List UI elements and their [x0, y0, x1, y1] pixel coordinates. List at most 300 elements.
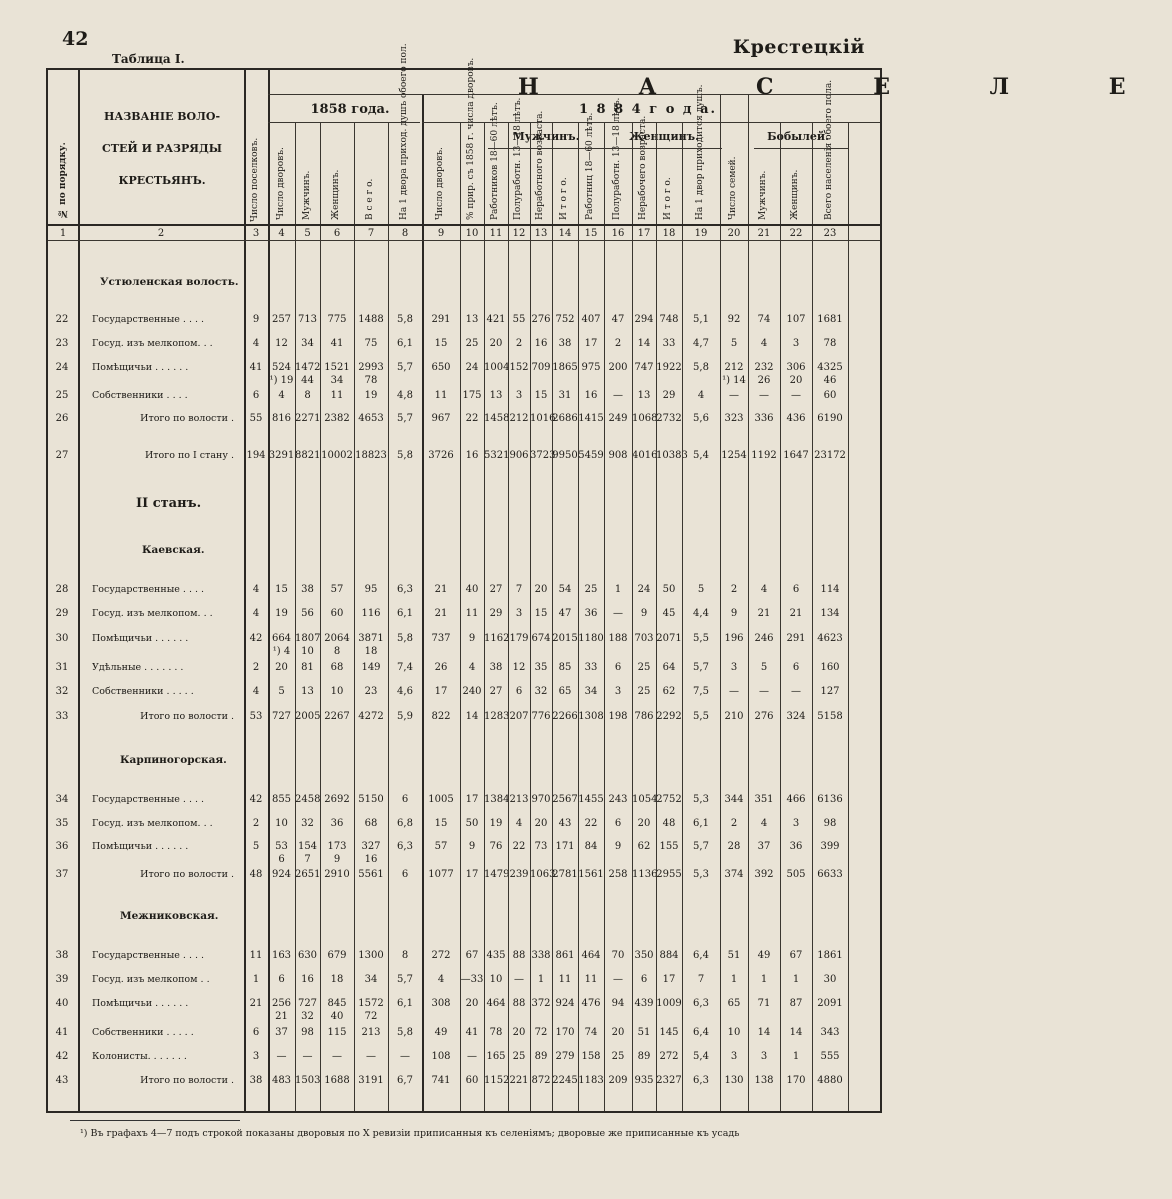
- header-rule: [268, 94, 880, 95]
- column-number: 20: [727, 228, 741, 239]
- cell: 4: [252, 584, 260, 595]
- cell: 6190: [817, 413, 843, 424]
- row-number: 23: [55, 338, 69, 349]
- row-label: Госуд. изъ мелкопом . .: [92, 974, 210, 985]
- cell: 62: [662, 686, 676, 697]
- cell: 45: [662, 608, 676, 619]
- cell: 4,4: [693, 608, 709, 619]
- cell: 1005: [428, 794, 454, 805]
- cell: 3: [730, 662, 738, 673]
- page-number: 42: [62, 28, 89, 50]
- column-rule: [682, 122, 683, 1111]
- cell: 49: [757, 950, 771, 961]
- cell: 74: [584, 1027, 598, 1038]
- cell: 1922: [656, 362, 682, 373]
- cell: 5: [697, 584, 705, 595]
- subheader-8: Работников 18—60 лѣтъ.: [490, 102, 500, 220]
- cell: 435: [486, 950, 506, 961]
- cell: 1016: [530, 413, 556, 424]
- cell: 306: [786, 362, 806, 373]
- column-rule: [422, 94, 424, 1111]
- column-number: 14: [558, 228, 572, 239]
- cell: 41: [249, 362, 263, 373]
- cell: 650: [431, 362, 451, 373]
- table-row: [48, 390, 884, 406]
- cell: 170: [555, 1027, 575, 1038]
- cell: 748: [659, 314, 679, 325]
- cell: 630: [297, 950, 318, 961]
- cell: 2015: [552, 633, 578, 644]
- cell: 1054: [632, 794, 658, 805]
- cell: 21: [789, 608, 803, 619]
- subheader-19: Женщинъ.: [790, 169, 800, 220]
- cell: 26: [757, 375, 771, 386]
- cell: 38: [558, 338, 572, 349]
- cell: 22: [465, 413, 479, 424]
- column-rule: [268, 70, 270, 1111]
- cell: 40: [330, 1011, 344, 1022]
- subheader-4: В с е г о.: [365, 178, 375, 220]
- cell: 145: [659, 1027, 679, 1038]
- cell: 6,7: [397, 1075, 413, 1086]
- cell: 1183: [578, 1075, 604, 1086]
- row-number: 40: [55, 998, 69, 1009]
- header-name-2: СТЕЙ И РАЗРЯДЫ: [102, 142, 222, 155]
- cell: 15: [275, 584, 288, 595]
- cell: 19: [275, 608, 288, 619]
- row-number: 28: [55, 584, 69, 595]
- cell: 33: [584, 662, 598, 673]
- cell: 134: [820, 608, 840, 619]
- cell: 524: [271, 362, 292, 373]
- cell: 407: [581, 314, 601, 325]
- cell: 4: [252, 338, 260, 349]
- cell: 5,7: [397, 413, 413, 424]
- row-number: 27: [55, 450, 69, 461]
- header-rule: [48, 224, 880, 226]
- cell: 1063: [530, 869, 556, 880]
- cell: 908: [608, 450, 628, 461]
- cell: 4623: [817, 633, 843, 644]
- cell: 5,8: [397, 633, 413, 644]
- cell: 24: [465, 362, 479, 373]
- column-rule: [578, 122, 579, 1111]
- cell: 3: [792, 818, 800, 829]
- cell: 171: [555, 841, 575, 852]
- cell: 49: [434, 1027, 448, 1038]
- cell: —: [400, 1051, 410, 1062]
- header-rule: [422, 122, 880, 123]
- cell: 32: [301, 1011, 314, 1022]
- cell: 25: [611, 1051, 625, 1062]
- cell: 1: [792, 974, 800, 985]
- header-rule: [488, 148, 722, 149]
- cell: 35: [534, 662, 548, 673]
- cell: 18: [364, 646, 378, 657]
- cell: 1254: [721, 450, 747, 461]
- cell: 2752: [656, 794, 682, 805]
- cell: 3871: [358, 633, 384, 644]
- cell: 37: [757, 841, 771, 852]
- cell: 2: [515, 338, 523, 349]
- cell: 4,7: [693, 338, 709, 349]
- cell: 343: [820, 1027, 840, 1038]
- column-number: 4: [278, 228, 285, 239]
- cell: 6: [614, 818, 622, 829]
- cell: 20: [534, 818, 548, 829]
- table-row: [48, 686, 884, 702]
- cell: 13: [489, 390, 503, 401]
- cell: 8: [401, 950, 409, 961]
- cell: 2732: [656, 413, 682, 424]
- cell: 25: [637, 662, 651, 673]
- cell: 3: [792, 338, 800, 349]
- cell: 31: [558, 390, 572, 401]
- cell: 14: [465, 711, 479, 722]
- column-number: 5: [304, 228, 311, 239]
- cell: 14: [757, 1027, 771, 1038]
- cell: 1308: [578, 711, 604, 722]
- cell: 175: [462, 390, 482, 401]
- table-row: [48, 974, 884, 990]
- cell: 741: [431, 1075, 451, 1086]
- cell: 1472: [295, 362, 321, 373]
- subheader-10: Неработного возраста.: [535, 110, 545, 220]
- cell: 249: [608, 413, 628, 424]
- cell: 935: [634, 1075, 654, 1086]
- cell: 7: [697, 974, 705, 985]
- row-number: 29: [55, 608, 69, 619]
- cell: 1: [537, 974, 545, 985]
- cell: —: [366, 1051, 376, 1062]
- cell: 57: [330, 584, 344, 595]
- column-rule: [848, 122, 849, 1111]
- column-rule: [508, 122, 509, 1111]
- cell: 6136: [817, 794, 843, 805]
- cell: 1384: [484, 794, 510, 805]
- cell: 3726: [428, 450, 454, 461]
- cell: 6,8: [397, 818, 413, 829]
- cell: 737: [431, 633, 451, 644]
- cell: 1455: [578, 794, 604, 805]
- row-label: Помѣщичьи . . . . . .: [92, 633, 189, 644]
- header-order: № по порядку.: [58, 142, 68, 218]
- cell: 5321: [484, 450, 510, 461]
- cell: 5,4: [693, 1051, 709, 1062]
- column-rule: [552, 122, 553, 1111]
- cell: 2910: [324, 869, 350, 880]
- cell: 3191: [358, 1075, 384, 1086]
- column-rule: [604, 122, 605, 1111]
- table-row: [48, 818, 884, 834]
- cell: 68: [330, 662, 344, 673]
- cell: 906: [509, 450, 529, 461]
- subheader-3: Женщинъ.: [331, 169, 341, 220]
- cell: 6: [640, 974, 648, 985]
- cell: 11: [249, 950, 263, 961]
- cell: 9: [468, 633, 476, 644]
- cell: 5,4: [693, 450, 709, 461]
- cell: 55: [249, 413, 263, 424]
- cell: 16: [465, 450, 479, 461]
- subheader-15: И т о г о.: [663, 177, 673, 220]
- cell: 1004: [484, 362, 510, 373]
- cell: 5,7: [397, 362, 413, 373]
- row-label: Итого по I стану .: [144, 450, 234, 461]
- cell: 4: [515, 818, 523, 829]
- cell: 5,7: [693, 841, 709, 852]
- cell: 727: [297, 998, 318, 1009]
- cell: 4: [697, 390, 705, 401]
- cell: 2382: [324, 413, 350, 424]
- cell: 2005: [295, 711, 321, 722]
- cell: 9: [730, 608, 738, 619]
- cell: 10: [301, 646, 314, 657]
- cell: 17: [434, 686, 448, 697]
- cell: 4: [252, 686, 260, 697]
- cell: —: [332, 1051, 342, 1062]
- cell: 1458: [484, 413, 510, 424]
- table-label: Таблица I.: [112, 52, 185, 66]
- cell: 6: [614, 662, 622, 673]
- cell: 34: [364, 974, 378, 985]
- cell: 9: [468, 841, 476, 852]
- cell: 130: [724, 1075, 744, 1086]
- cell: 37: [275, 1027, 288, 1038]
- cell: 257: [271, 314, 292, 325]
- cell: 27: [489, 686, 503, 697]
- header-name-1: НАЗВАНІЕ ВОЛО-: [103, 110, 221, 123]
- section-kaevskaya: Каевская.: [142, 544, 205, 556]
- cell: 20: [465, 998, 479, 1009]
- cell: 207: [509, 711, 529, 722]
- row-label: Помѣщичьи . . . . . .: [92, 998, 189, 1009]
- cell: 47: [611, 314, 625, 325]
- column-rule: [78, 70, 80, 1111]
- cell: 11: [465, 608, 479, 619]
- table-row: [48, 413, 884, 429]
- subheader-7: % прир. съ 1858 г. числа дворовъ.: [466, 57, 476, 220]
- cell: 23172: [814, 450, 846, 461]
- cell: 5: [760, 662, 768, 673]
- cell: 10002: [321, 450, 353, 461]
- cell: 98: [301, 1027, 314, 1038]
- cell: 5,8: [693, 362, 709, 373]
- header-population: Н А С Е Л Е: [518, 74, 1172, 100]
- cell: 2692: [324, 794, 350, 805]
- cell: 555: [820, 1051, 840, 1062]
- cell: 23: [364, 686, 378, 697]
- row-label: Госуд. изъ мелкопом. . .: [92, 608, 213, 619]
- cell: 703: [634, 633, 654, 644]
- cell: 5459: [578, 450, 604, 461]
- cell: 73: [534, 841, 548, 852]
- cell: 1647: [783, 450, 809, 461]
- subheader-18: Мужчинъ.: [758, 170, 768, 220]
- cell: 16: [364, 854, 378, 865]
- cell: 483: [271, 1075, 292, 1086]
- table-row: [48, 1027, 884, 1043]
- column-number: 11: [489, 228, 503, 239]
- cell: 8: [333, 646, 341, 657]
- cell: 60: [823, 390, 837, 401]
- cell: 5,1: [693, 314, 709, 325]
- subheader-5: На 1 двора приход. душъ обоего пол.: [399, 43, 409, 220]
- cell: 60: [330, 608, 344, 619]
- cell: 14: [789, 1027, 803, 1038]
- cell: 351: [754, 794, 774, 805]
- table-row: [48, 338, 884, 354]
- cell: 29: [662, 390, 676, 401]
- cell: 1503: [295, 1075, 321, 1086]
- cell: 20: [275, 662, 288, 673]
- subheader-12: Работниц 18—60 лѣтъ.: [585, 112, 595, 220]
- cell: 6,3: [397, 584, 413, 595]
- cell: 29: [489, 608, 503, 619]
- cell: 98: [823, 818, 837, 829]
- cell: 179: [509, 633, 529, 644]
- cell: —: [759, 686, 769, 697]
- cell: 92: [727, 314, 741, 325]
- cell: 53: [275, 841, 288, 852]
- header-women: Женщинъ.: [629, 130, 699, 143]
- cell: 22: [584, 818, 598, 829]
- cell: 239: [509, 869, 529, 880]
- cell: 5,3: [693, 869, 709, 880]
- cell: 8: [304, 390, 311, 401]
- cell: 21: [434, 584, 448, 595]
- cell: 344: [724, 794, 744, 805]
- cell: 6: [278, 974, 285, 985]
- table-row: [48, 854, 884, 870]
- row-label: Итого по волости .: [140, 1075, 234, 1086]
- cell: 213: [361, 1027, 381, 1038]
- cell: 861: [555, 950, 575, 961]
- row-number: 36: [55, 841, 69, 852]
- cell: 374: [724, 869, 744, 880]
- cell: 6: [252, 1027, 260, 1038]
- cell: 20: [789, 375, 803, 386]
- table-row: [48, 794, 884, 810]
- cell: 4880: [817, 1075, 843, 1086]
- cell: 16: [534, 338, 548, 349]
- cell: 67: [789, 950, 803, 961]
- cell: 5158: [817, 711, 843, 722]
- cell: 308: [431, 998, 451, 1009]
- row-label: Государственные . . . .: [92, 584, 205, 595]
- cell: 68: [364, 818, 378, 829]
- cell: 22: [512, 841, 526, 852]
- row-number: 39: [55, 974, 69, 985]
- cell: 16: [301, 974, 314, 985]
- column-number: 7: [367, 228, 375, 239]
- cell: 70: [611, 950, 625, 961]
- cell: 3: [515, 608, 523, 619]
- cell: —: [613, 390, 623, 401]
- column-rule: [460, 122, 461, 1111]
- cell: 9: [614, 841, 622, 852]
- column-rule: [484, 122, 485, 1111]
- subheader-13: Полуработн. 13—18 лѣтъ.: [612, 97, 622, 220]
- cell: 6,4: [693, 950, 709, 961]
- table-row: [48, 314, 884, 330]
- cell: 21: [434, 608, 448, 619]
- cell: 399: [820, 841, 840, 852]
- cell: 2651: [295, 869, 321, 880]
- cell: 855: [271, 794, 292, 805]
- cell: 51: [727, 950, 741, 961]
- cell: 7: [304, 854, 311, 865]
- cell: 196: [724, 633, 744, 644]
- column-number: 16: [611, 228, 625, 239]
- table-row: [48, 646, 884, 662]
- cell: 43: [558, 818, 572, 829]
- column-rule: [720, 94, 721, 1111]
- cell: 12: [512, 662, 526, 673]
- cell: 1152: [484, 1075, 510, 1086]
- cell: 44: [301, 375, 314, 386]
- cell: —: [276, 1051, 287, 1062]
- cell: 713: [297, 314, 318, 325]
- cell: 336: [754, 413, 774, 424]
- cell: 1136: [632, 869, 658, 880]
- column-rule: [748, 94, 749, 1111]
- cell: 107: [786, 314, 806, 325]
- column-number: 6: [333, 228, 341, 239]
- cell: 13: [637, 390, 651, 401]
- cell: 173: [327, 841, 347, 852]
- cell: 5,3: [693, 794, 709, 805]
- cell: 2064: [324, 633, 350, 644]
- column-rule: [320, 122, 321, 1111]
- cell: 62: [637, 841, 651, 852]
- cell: 89: [637, 1051, 651, 1062]
- cell: 154: [297, 841, 318, 852]
- cell: 41: [330, 338, 344, 349]
- cell: 664: [271, 633, 292, 644]
- table-row: [48, 584, 884, 600]
- column-rule: [354, 122, 355, 1111]
- cell: 5,5: [693, 633, 709, 644]
- cell: 727: [271, 711, 292, 722]
- cell: 505: [786, 869, 806, 880]
- cell: 1521: [324, 362, 350, 373]
- cell: 776: [531, 711, 551, 722]
- cell: 10383: [656, 450, 688, 461]
- cell: 350: [634, 950, 654, 961]
- row-number: 32: [55, 686, 69, 697]
- cell: 15: [434, 338, 448, 349]
- cell: 25: [465, 338, 479, 349]
- cell: 967: [431, 413, 451, 424]
- cell: 15: [534, 608, 548, 619]
- cell: 7: [515, 584, 523, 595]
- cell: 5,8: [397, 450, 413, 461]
- cell: 294: [634, 314, 654, 325]
- cell: 5: [252, 841, 260, 852]
- cell: 38: [249, 1075, 263, 1086]
- row-label: Собственники . . . .: [92, 390, 188, 401]
- cell: 291: [431, 314, 451, 325]
- cell: 36: [789, 841, 803, 852]
- cell: 34: [584, 686, 598, 697]
- cell: 198: [608, 711, 628, 722]
- cell: 7,4: [397, 662, 413, 673]
- cell: 786: [634, 711, 654, 722]
- cell: 127: [820, 686, 840, 697]
- cell: 291: [786, 633, 806, 644]
- cell: 27: [489, 584, 503, 595]
